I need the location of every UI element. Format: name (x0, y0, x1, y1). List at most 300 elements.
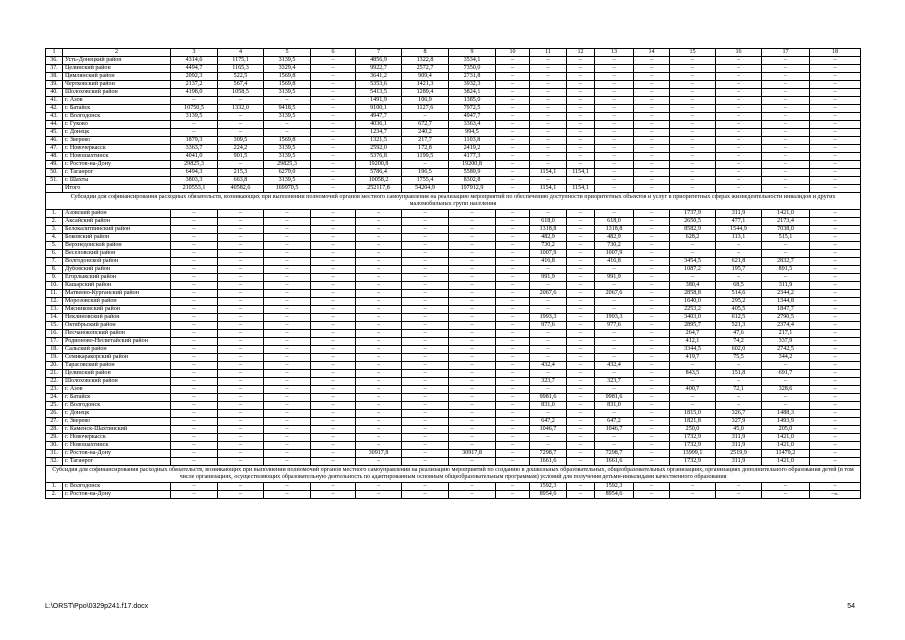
value-cell: – (810, 218, 861, 226)
value-cell: – (264, 426, 311, 434)
value-cell: – (218, 290, 264, 298)
value-cell: – (634, 410, 670, 418)
municipality-name-cell: Волгодонской район (63, 258, 171, 266)
value-cell: 2374,4 (762, 322, 810, 330)
value-cell: – (762, 362, 810, 370)
value-cell: – (218, 378, 264, 386)
value-cell: – (449, 483, 496, 491)
value-cell: – (567, 57, 595, 65)
value-cell: – (810, 105, 861, 113)
value-cell: 432,4 (530, 362, 567, 370)
value-cell: – (171, 483, 218, 491)
value-cell: – (716, 97, 762, 105)
value-cell: – (218, 483, 264, 491)
value-cell: – (670, 274, 716, 282)
value-cell: – (810, 346, 861, 354)
municipality-name-cell: г. Батайск (63, 105, 171, 113)
value-cell: 1569,8 (264, 73, 311, 81)
value-cell: – (264, 410, 311, 418)
value-cell: – (218, 354, 264, 362)
value-cell: – (810, 306, 861, 314)
municipality-name-cell: Матвеево-Курганский район (63, 290, 171, 298)
value-cell: – (311, 129, 356, 137)
value-cell: 2742,5 (762, 346, 810, 354)
row-number-cell: 36. (46, 57, 63, 65)
value-cell: 30917,8 (356, 450, 402, 458)
table-row (46, 177, 861, 185)
table-row (46, 370, 861, 378)
value-cell: – (402, 234, 449, 242)
value-cell: – (311, 153, 356, 161)
table-row (46, 81, 861, 89)
value-cell: – (218, 113, 264, 121)
value-cell: – (496, 242, 530, 250)
table-row (46, 218, 861, 226)
value-cell: 196,5 (402, 169, 449, 177)
value-cell: – (496, 274, 530, 282)
value-cell: – (530, 346, 567, 354)
value-cell: – (449, 298, 496, 306)
municipality-name-cell: г. Батайск (63, 394, 171, 402)
value-cell: 10750,5 (171, 105, 218, 113)
value-cell: – (810, 298, 861, 306)
section-caption: Субсидия для софинансирования расходных обязательств, возникающих при выполнении полномочий органов местного самоуправления на реализацию мероприятий по созданию в дошкольных образовательных, общеобразовательных организациях, организациях дополнительного образования детей (в том числе организациях, осуществляющих образовательную деятельность по адаптированным основным общеобразовательным программам) условий для получения детьми-инвалидами качественного образования (46, 466, 861, 483)
value-cell: – (634, 226, 670, 234)
value-cell: – (634, 483, 670, 491)
value-cell: – (670, 81, 716, 89)
value-cell: – (218, 346, 264, 354)
value-cell: – (634, 65, 670, 73)
value-cell: 2092,3 (171, 73, 218, 81)
value-cell: – (670, 491, 716, 499)
value-cell: – (264, 491, 311, 499)
value-cell: 412,1 (670, 338, 716, 346)
table-row (46, 491, 861, 499)
value-cell: 72,1 (716, 386, 762, 394)
value-cell: – (311, 185, 356, 193)
table-row (46, 354, 861, 362)
value-cell: – (311, 362, 356, 370)
value-cell: – (264, 322, 311, 330)
value-cell: – (634, 322, 670, 330)
value-cell: – (810, 121, 861, 129)
value-cell: – (810, 57, 861, 65)
value-cell: – (496, 65, 530, 73)
value-cell: – (496, 298, 530, 306)
value-cell: – (171, 250, 218, 258)
value-cell: – (402, 226, 449, 234)
column-number-cell: 16 (716, 49, 762, 57)
value-cell: – (171, 346, 218, 354)
value-cell: – (311, 491, 356, 499)
value-cell: – (595, 129, 634, 137)
value-cell: – (762, 129, 810, 137)
value-cell: – (402, 410, 449, 418)
value-cell: – (670, 97, 716, 105)
value-cell: – (496, 161, 530, 169)
value-cell: 1007,9 (530, 250, 567, 258)
municipality-name-cell: г. Новочеркасск (63, 434, 171, 442)
value-cell: – (810, 322, 861, 330)
value-cell: – (311, 330, 356, 338)
value-cell: – (634, 250, 670, 258)
value-cell: 210553,1 (171, 185, 218, 193)
table-row (46, 410, 861, 418)
value-cell: 612,5 (716, 314, 762, 322)
value-cell: – (670, 161, 716, 169)
value-cell: 9981,6 (530, 394, 567, 402)
value-cell: 311,9 (716, 458, 762, 466)
value-cell: – (496, 402, 530, 410)
value-cell: 1847,7 (762, 306, 810, 314)
municipality-name-cell: г. Ростов-на-Дону (63, 450, 171, 458)
value-cell: – (311, 89, 356, 97)
value-cell: – (670, 57, 716, 65)
value-cell: – (634, 121, 670, 129)
value-cell: – (171, 274, 218, 282)
value-cell: – (530, 330, 567, 338)
table-row (46, 250, 861, 258)
value-cell: – (810, 145, 861, 153)
row-number-cell: 7. (46, 258, 63, 266)
value-cell: – (810, 402, 861, 410)
value-cell: – (530, 161, 567, 169)
row-number-cell: 37. (46, 65, 63, 73)
value-cell: 3454,5 (670, 258, 716, 266)
value-cell: – (634, 378, 670, 386)
value-cell: 515,1 (762, 234, 810, 242)
value-cell: – (595, 306, 634, 314)
value-cell: – (356, 234, 402, 242)
value-cell: – (634, 81, 670, 89)
value-cell: – (496, 354, 530, 362)
value-cell: – (218, 370, 264, 378)
value-cell: – (530, 145, 567, 153)
value-cell: – (171, 402, 218, 410)
row-number-cell: 19. (46, 354, 63, 362)
table-row (46, 121, 861, 129)
value-cell: – (530, 266, 567, 274)
value-cell: – (356, 338, 402, 346)
value-cell: – (402, 434, 449, 442)
value-cell: – (218, 266, 264, 274)
value-cell: 514,6 (716, 290, 762, 298)
value-cell: – (218, 338, 264, 346)
value-cell: – (595, 338, 634, 346)
value-cell: – (356, 266, 402, 274)
value-cell: – (634, 346, 670, 354)
municipality-name-cell: Семикаракорский район (63, 354, 171, 362)
row-number-cell: 30. (46, 442, 63, 450)
value-cell: – (634, 89, 670, 97)
value-cell: – (264, 483, 311, 491)
value-cell: – (218, 129, 264, 137)
value-cell: 337,9 (762, 338, 810, 346)
value-cell: 217,7 (402, 137, 449, 145)
value-cell: 217,1 (762, 330, 810, 338)
table-row (46, 185, 861, 193)
value-cell: – (496, 266, 530, 274)
value-cell: 2344,2 (762, 290, 810, 298)
value-cell: 1815,0 (670, 410, 716, 418)
value-cell: – (496, 137, 530, 145)
value-cell: – (171, 394, 218, 402)
value-cell: – (634, 354, 670, 362)
value-cell: – (171, 218, 218, 226)
value-cell: – (311, 242, 356, 250)
value-cell: – (634, 73, 670, 81)
table-row (46, 226, 861, 234)
municipality-name-cell: г. Новошахтинск (63, 153, 171, 161)
value-cell: – (595, 169, 634, 177)
value-cell: – (634, 442, 670, 450)
value-cell: – (567, 314, 595, 322)
value-cell: – (496, 290, 530, 298)
value-cell: – (171, 434, 218, 442)
value-cell: – (670, 105, 716, 113)
value-cell: – (264, 290, 311, 298)
value-cell: – (567, 282, 595, 290)
value-cell: 691,7 (762, 370, 810, 378)
value-cell: – (496, 121, 530, 129)
value-cell: 647,2 (595, 418, 634, 426)
value-cell: – (449, 346, 496, 354)
value-cell: 1421,0 (762, 458, 810, 466)
value-cell: 672,7 (402, 121, 449, 129)
value-cell: – (218, 306, 264, 314)
value-cell: 831,0 (530, 402, 567, 410)
value-cell: – (567, 394, 595, 402)
value-cell: – (634, 97, 670, 105)
value-cell: – (402, 322, 449, 330)
row-number-cell: 18. (46, 346, 63, 354)
value-cell: – (595, 153, 634, 161)
value-cell: – (311, 450, 356, 458)
value-cell: – (496, 97, 530, 105)
value-cell: – (567, 346, 595, 354)
value-cell: – (634, 266, 670, 274)
value-cell: – (634, 258, 670, 266)
value-cell: – (810, 65, 861, 73)
table-row (46, 306, 861, 314)
value-cell: – (402, 418, 449, 426)
value-cell: 901,5 (218, 153, 264, 161)
value-cell: – (311, 266, 356, 274)
value-cell: – (264, 434, 311, 442)
value-cell: – (567, 442, 595, 450)
value-cell: 2137,2 (171, 81, 218, 89)
value-cell: – (402, 386, 449, 394)
municipality-name-cell: г. Таганрог (63, 169, 171, 177)
value-cell: – (311, 234, 356, 242)
value-cell: – (449, 378, 496, 386)
value-cell: 10058,2 (356, 177, 402, 185)
value-cell: 195,7 (716, 266, 762, 274)
value-cell: 250,0 (670, 426, 716, 434)
value-cell: – (402, 314, 449, 322)
value-cell: 663,8 (218, 177, 264, 185)
value-cell: 432,4 (595, 362, 634, 370)
value-cell: 1993,3 (595, 314, 634, 322)
value-cell: – (264, 346, 311, 354)
row-number-cell: 2. (46, 491, 63, 499)
value-cell: – (356, 378, 402, 386)
value-cell: 169970,5 (264, 185, 311, 193)
value-cell: – (311, 177, 356, 185)
municipality-name-cell: г. Шахты (63, 177, 171, 185)
value-cell: – (567, 161, 595, 169)
row-number-cell: 9. (46, 274, 63, 282)
value-cell: 405,5 (716, 306, 762, 314)
value-cell: – (311, 458, 356, 466)
value-cell: – (716, 161, 762, 169)
value-cell: – (311, 97, 356, 105)
value-cell: – (762, 177, 810, 185)
municipality-name-cell: Мясниковский район (63, 306, 171, 314)
value-cell: – (356, 410, 402, 418)
value-cell: 1640,0 (670, 298, 716, 306)
value-cell: – (402, 362, 449, 370)
value-cell: – (449, 242, 496, 250)
value-cell: 1154,1 (530, 169, 567, 177)
value-cell: – (762, 73, 810, 81)
value-cell: 45,0 (716, 426, 762, 434)
value-cell: 9922,7 (356, 65, 402, 73)
value-cell: – (449, 354, 496, 362)
value-cell: 6279,0 (264, 169, 311, 177)
value-cell: – (762, 153, 810, 161)
table-row (46, 442, 861, 450)
value-cell: – (449, 410, 496, 418)
value-cell: – (810, 153, 861, 161)
value-cell: – (762, 113, 810, 121)
value-cell: – (595, 266, 634, 274)
value-cell: – (762, 250, 810, 258)
value-cell: 2650,5 (670, 218, 716, 226)
value-cell: – (356, 394, 402, 402)
value-cell: – (530, 354, 567, 362)
municipality-name-cell: Шолоховский район (63, 89, 171, 97)
value-cell: 1879,3 (171, 137, 218, 145)
row-number-cell: 46. (46, 137, 63, 145)
value-cell: – (311, 290, 356, 298)
column-number-cell: 12 (567, 49, 595, 57)
value-cell: – (218, 314, 264, 322)
column-number-cell: 5 (264, 49, 311, 57)
value-cell: – (356, 322, 402, 330)
value-cell: – (634, 137, 670, 145)
value-cell: – (356, 434, 402, 442)
value-cell: 323,7 (530, 378, 567, 386)
value-cell: – (218, 330, 264, 338)
value-cell: – (356, 370, 402, 378)
value-cell: 1103,8 (449, 137, 496, 145)
value-cell: – (449, 434, 496, 442)
value-cell: – (496, 346, 530, 354)
value-cell: – (171, 210, 218, 218)
value-cell: – (634, 426, 670, 434)
value-cell: – (496, 362, 530, 370)
value-cell: 3344,5 (670, 346, 716, 354)
value-cell: – (264, 330, 311, 338)
value-cell: – (449, 306, 496, 314)
row-number-cell: 6. (46, 250, 63, 258)
table-row (46, 402, 861, 410)
value-cell: – (810, 450, 861, 458)
value-cell: – (449, 218, 496, 226)
value-cell: – (530, 338, 567, 346)
value-cell: – (670, 250, 716, 258)
value-cell: – (218, 426, 264, 434)
value-cell: – (670, 362, 716, 370)
value-cell: – (311, 298, 356, 306)
value-cell: 621,8 (716, 258, 762, 266)
value-cell: – (449, 266, 496, 274)
value-cell: – (567, 89, 595, 97)
value-cell: – (264, 362, 311, 370)
value-cell: – (567, 491, 595, 499)
municipality-name-cell: Шолоховский район (63, 378, 171, 386)
value-cell: 1993,3 (530, 314, 567, 322)
value-cell: – (567, 137, 595, 145)
value-cell: – (264, 442, 311, 450)
row-number-cell: 38. (46, 73, 63, 81)
value-cell: – (670, 65, 716, 73)
value-cell: 2572,7 (402, 65, 449, 73)
value-cell: 1385,0 (449, 97, 496, 105)
row-number-cell: 41. (46, 97, 63, 105)
value-cell: – (567, 434, 595, 442)
value-cell: 74,2 (716, 338, 762, 346)
value-cell: – (810, 394, 861, 402)
value-cell: – (530, 410, 567, 418)
municipality-name-cell: Тарасовский район (63, 362, 171, 370)
value-cell: – (670, 121, 716, 129)
value-cell: – (264, 258, 311, 266)
value-cell: – (595, 346, 634, 354)
value-cell: – (218, 442, 264, 450)
value-cell: 252117,8 (356, 185, 402, 193)
row-number-cell: 49. (46, 161, 63, 169)
value-cell: – (218, 322, 264, 330)
value-cell: 326,7 (716, 410, 762, 418)
value-cell: – (449, 314, 496, 322)
value-cell: – (402, 330, 449, 338)
value-cell: – (595, 434, 634, 442)
value-cell: – (218, 218, 264, 226)
value-cell: – (762, 274, 810, 282)
municipality-name-cell: г. Новошахтинск (63, 442, 171, 450)
municipality-name-cell: Итого (63, 185, 171, 193)
value-cell: – (530, 370, 567, 378)
value-cell: – (716, 185, 762, 193)
value-cell: 477,1 (716, 218, 762, 226)
value-cell: – (218, 458, 264, 466)
value-cell: – (171, 362, 218, 370)
value-cell: 8582,9 (670, 226, 716, 234)
row-number-cell: 26. (46, 410, 63, 418)
row-number-cell: 24. (46, 394, 63, 402)
municipality-name-cell: Дубовский район (63, 266, 171, 274)
value-cell: – (496, 226, 530, 234)
row-number-cell: 42. (46, 105, 63, 113)
value-cell: – (567, 370, 595, 378)
value-cell: – (449, 226, 496, 234)
value-cell: – (402, 491, 449, 499)
value-cell: – (634, 386, 670, 394)
value-cell: – (634, 210, 670, 218)
value-cell: 891,5 (762, 266, 810, 274)
